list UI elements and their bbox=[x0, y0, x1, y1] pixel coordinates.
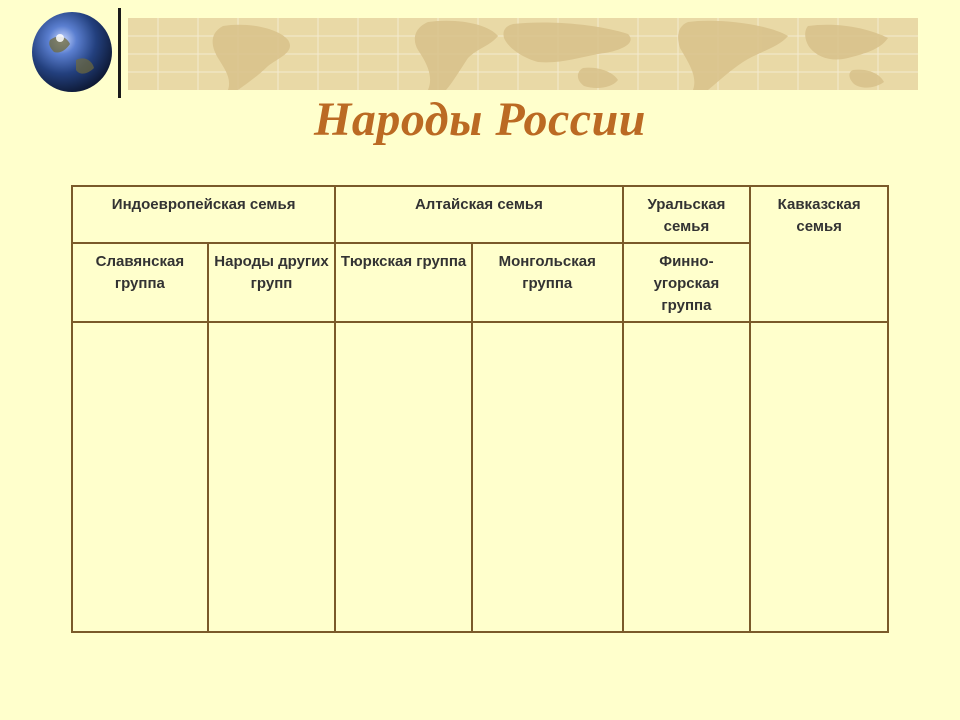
family-indo-european: Индоевропейская семья bbox=[72, 186, 335, 243]
divider-line bbox=[118, 8, 121, 98]
group-mongolic: Монгольская группа bbox=[472, 243, 623, 322]
table-cell bbox=[335, 322, 472, 632]
table-cell bbox=[472, 322, 623, 632]
group-finno-ugric: Финно-угорская группа bbox=[623, 243, 751, 322]
world-map-banner bbox=[128, 18, 918, 90]
page-title: Народы России bbox=[314, 93, 646, 146]
group-slavic: Славянская группа bbox=[72, 243, 208, 322]
group-turkic: Тюркская группа bbox=[335, 243, 472, 322]
globe-icon bbox=[30, 10, 114, 94]
table-cell bbox=[72, 322, 208, 632]
family-altaic: Алтайская семья bbox=[335, 186, 622, 243]
peoples-table bbox=[71, 185, 889, 633]
table-cell bbox=[208, 322, 336, 632]
group-other-peoples: Народы других групп bbox=[208, 243, 336, 322]
family-uralic: Уральская семья bbox=[623, 186, 751, 243]
table-cell bbox=[623, 322, 751, 632]
table-cell bbox=[750, 322, 888, 632]
family-caucasian: Кавказская семья bbox=[750, 186, 888, 322]
